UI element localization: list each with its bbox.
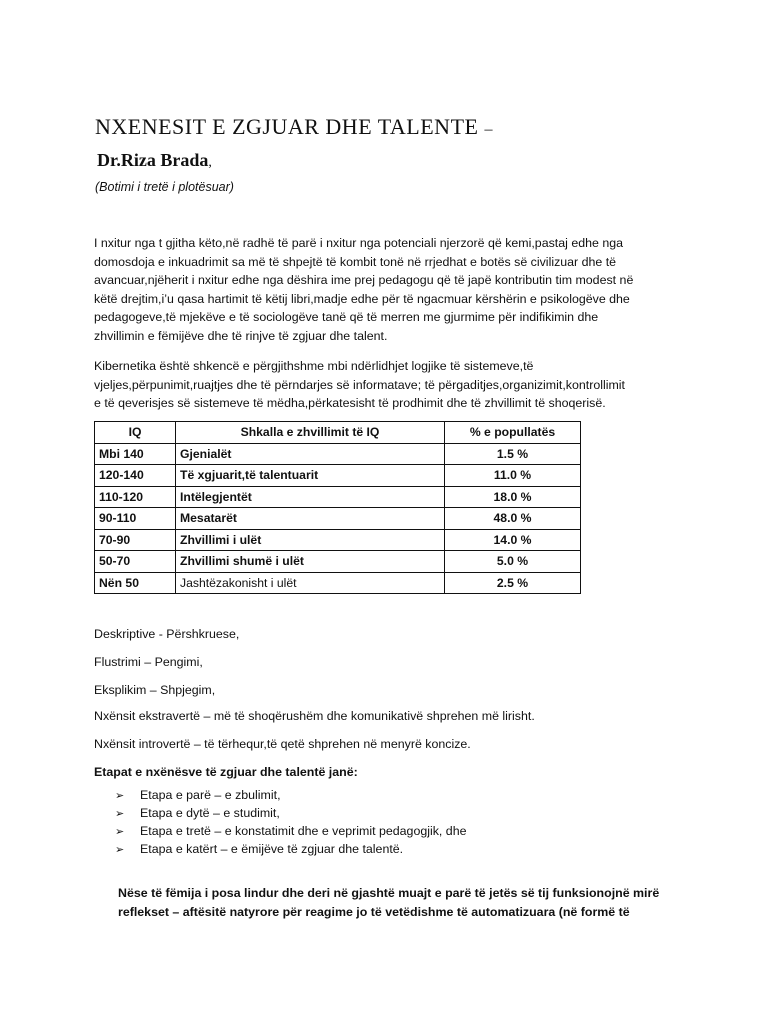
table-row bbox=[95, 508, 581, 530]
list-item bbox=[115, 804, 466, 822]
paragraph-line: pedagogeve,të mjekëve e të sociologëve tanë që të merren me gjurmime për indifikimin dhe bbox=[94, 310, 599, 324]
cell-iq: 70-90 bbox=[95, 529, 176, 551]
cell-percent: 14.0 % bbox=[445, 529, 581, 551]
paragraph-line: Kibernetika është shkencë e përgjithshme mbi ndërlidhjet logjike të sistemeve,të bbox=[94, 359, 534, 373]
arrow-bullet-icon: ➢ bbox=[115, 826, 125, 838]
intro-paragraph bbox=[94, 234, 674, 345]
list-item bbox=[115, 786, 466, 804]
cell-level: Zhvillimi i ulët bbox=[176, 529, 445, 551]
table-row bbox=[95, 443, 581, 465]
paragraph-line: I nxitur nga t gjitha këto,në radhë të parë i nxitur nga potenciali njerzorë që kemi,pastaj edhe nga bbox=[94, 236, 623, 250]
paragraph-line: avancuar,njëherit i nxitur edhe nga dëshira ime prej pedagogu që të jap​ë kontributin tim modest në bbox=[94, 273, 634, 287]
title-text: NXENESIT E ZGJUAR DHE TALENTE bbox=[95, 114, 479, 139]
cell-level: Të xgjuarit,të talentuarit bbox=[176, 465, 445, 487]
definition-frustration: Flustrimi – Pengimi, bbox=[94, 655, 203, 669]
paragraph-line: reflekset – aftësitë natyrore për reagime jo të vetëdishme të automatizuara (në formë të bbox=[118, 904, 630, 919]
title-dash: – bbox=[484, 121, 493, 138]
header-percent: % e popullatës bbox=[445, 422, 581, 444]
paragraph-line: vjeljes,përpunimit,ruajtjes dhe të përndarjes së informatave; të përgaditjes,organizimit,kontrollimit bbox=[94, 377, 625, 392]
cell-iq: Nën 50 bbox=[95, 572, 176, 594]
iq-table bbox=[94, 421, 581, 594]
cell-level: Zhvillimi shumë i ulët bbox=[176, 551, 445, 573]
cell-iq: 110-120 bbox=[95, 486, 176, 508]
cell-iq: 120-140 bbox=[95, 465, 176, 487]
reflex-paragraph bbox=[118, 884, 678, 921]
cell-iq: Mbi 140 bbox=[95, 443, 176, 465]
arrow-bullet-icon: ➢ bbox=[115, 790, 125, 802]
paragraph-line: zhvillimin e fëmijëve dhe të rinjve të zgjuar dhe talent. bbox=[94, 328, 388, 343]
stages-list bbox=[115, 786, 466, 858]
cell-iq: 90-110 bbox=[95, 508, 176, 530]
stages-heading: Etapat e nxënësve të zgjuar dhe talentë janë: bbox=[94, 765, 358, 779]
stage-text: Etapa e dytë – e studimit, bbox=[140, 806, 280, 820]
cell-percent: 1.5 % bbox=[445, 443, 581, 465]
paragraph-line: këtë drejtim,i’u qasa hartimit të këtij libri,madje edhe për të ngacmuar kërshërin e psikologëve dhe bbox=[94, 291, 630, 306]
cell-percent: 11.0 % bbox=[445, 465, 581, 487]
extrovert-note: Nxënsit ekstravertë – më të shoqërushëm dhe komunikativë shprehen më lirisht. bbox=[94, 709, 535, 723]
arrow-bullet-icon: ➢ bbox=[115, 808, 125, 820]
author-suffix: , bbox=[208, 155, 212, 170]
cell-iq: 50-70 bbox=[95, 551, 176, 573]
paragraph-line: Nëse të fëmija i posa lindur dhe deri në gjashtë muajt e parë të jetës së tij funksionojnë mirë bbox=[118, 886, 660, 900]
introvert-note: Nxënsit introvertë – të tërhequr,të qetë shprehen në menyrë koncize. bbox=[94, 737, 471, 751]
cell-percent: 5.0 % bbox=[445, 551, 581, 573]
definition-explication: Eksplikim – Shpjegim, bbox=[94, 683, 216, 697]
stage-text: Etapa e tretë – e konstatimit dhe e veprimit pedagogjik, dhe bbox=[140, 824, 467, 838]
stage-text: Etapa e katërt – e ëmijëve të zgjuar dhe talentë. bbox=[140, 842, 404, 856]
cell-level: Gjenialët bbox=[176, 443, 445, 465]
author-line bbox=[97, 150, 212, 171]
table-row bbox=[95, 572, 581, 594]
header-iq: IQ bbox=[95, 422, 176, 444]
stage-text: Etapa e parë – e zbulimit, bbox=[140, 788, 281, 802]
definition-descriptive: Deskriptive - Përshkruese, bbox=[94, 627, 240, 641]
table-row bbox=[95, 551, 581, 573]
cell-level: Mesatarët bbox=[176, 508, 445, 530]
edition-note: (Botimi i tretë i plotësuar) bbox=[95, 180, 234, 194]
table-header-row bbox=[95, 422, 581, 444]
list-item bbox=[115, 822, 466, 840]
list-item bbox=[115, 840, 466, 858]
document-title bbox=[95, 114, 493, 140]
paragraph-line: e të qeverisjes së sistemeve të mëdha,përkatesisht të prodhimit dhe të zhvillimit të shoqerisë. bbox=[94, 396, 606, 410]
cell-level: Jashtëzakonisht i ulët bbox=[176, 572, 445, 594]
header-level: Shkalla e zhvillimit të IQ bbox=[176, 422, 445, 444]
table-row bbox=[95, 529, 581, 551]
cell-percent: 2.5 % bbox=[445, 572, 581, 594]
arrow-bullet-icon: ➢ bbox=[115, 844, 125, 856]
table-row bbox=[95, 486, 581, 508]
cell-percent: 48.0 % bbox=[445, 508, 581, 530]
cybernetics-paragraph bbox=[94, 357, 674, 413]
cell-percent: 18.0 % bbox=[445, 486, 581, 508]
table-row bbox=[95, 465, 581, 487]
cell-level: Intëlegjentët bbox=[176, 486, 445, 508]
author-name: Dr.Riza Brada bbox=[97, 150, 209, 170]
paragraph-line: domosdoja e inkuadrimit sa më të shpejtë të kombit tonë në rrjedhat e botës së civilizuar dhe të bbox=[94, 254, 617, 269]
